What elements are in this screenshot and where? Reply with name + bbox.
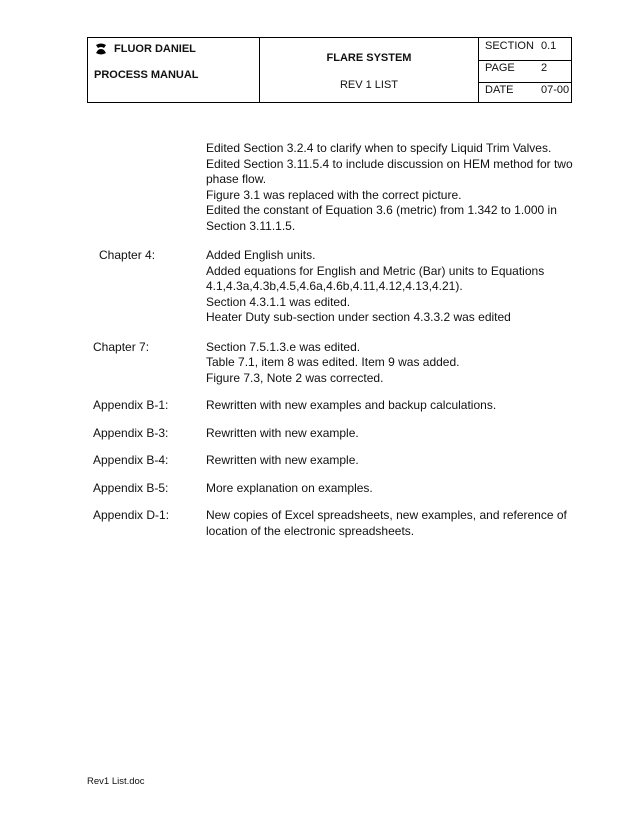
entry-line: Figure 7.3, Note 2 was corrected. <box>206 370 384 385</box>
entry-lines <box>206 248 573 326</box>
entry-label: Appendix B-4: <box>93 453 169 467</box>
meta-key: PAGE <box>485 62 515 74</box>
entry-line: Edited Section 3.2.4 to clarify when to specify Liquid Trim Valves. <box>206 141 552 155</box>
meta-section-row <box>479 38 571 61</box>
entry-line: Edited the constant of Equation 3.6 (metric) from 1.342 to 1.000 in Section 3.11.1.5. <box>206 203 557 233</box>
entry-line: Figure 3.1 was replaced with the correct picture. <box>206 187 462 202</box>
entry-label: Appendix D-1: <box>93 508 170 522</box>
entry-lines <box>206 340 459 387</box>
entry-lines <box>206 453 359 469</box>
meta-key: SECTION <box>485 40 534 52</box>
entry-lines <box>206 508 573 539</box>
footer-filename: Rev1 List.doc <box>87 776 145 787</box>
entry-lines <box>206 426 359 442</box>
header-meta-cell <box>479 38 571 102</box>
entry-line: Added equations for English and Metric (Bar) units to Equations 4.1,4.3a,4.3b,4.5,4.6a,4.6b,4.11,4.12,4.13,4.21). <box>206 263 545 293</box>
entry-line: Table 7.1, item 8 was edited. Item 9 was added. <box>206 355 460 369</box>
entry-line: Added English units. <box>206 248 316 262</box>
entry-line: Section 4.3.1.1 was edited. <box>206 294 351 309</box>
entry-label: Appendix B-3: <box>93 425 169 440</box>
entry-line: Rewritten with new example. <box>206 425 359 440</box>
meta-key: DATE <box>485 84 514 96</box>
entry-line: More explanation on examples. <box>206 480 373 495</box>
revision-entry <box>93 340 573 387</box>
entry-lines <box>206 141 573 234</box>
manual-name: PROCESS MANUAL <box>94 69 199 81</box>
entry-line: Heater Duty sub-section under section 4.3.3.2 was edited <box>206 310 511 324</box>
entry-label: Appendix B-1: <box>93 398 169 412</box>
header-company-cell <box>88 38 260 102</box>
fluor-daniel-logo-icon <box>94 42 108 56</box>
meta-value: 2 <box>541 62 548 74</box>
revision-entry <box>93 481 573 497</box>
revision-entry <box>93 453 573 469</box>
revision-entry <box>93 508 573 539</box>
entry-label: Chapter 7: <box>93 339 150 354</box>
revision-list <box>93 141 573 551</box>
entry-lines <box>206 398 496 414</box>
entry-label <box>93 141 206 234</box>
entry-label: Chapter 4: <box>99 248 156 262</box>
entry-lines <box>206 481 373 497</box>
entry-label: Appendix B-5: <box>93 480 169 495</box>
meta-page-row <box>479 60 571 83</box>
revision-entry <box>93 141 573 234</box>
meta-value: 0.1 <box>541 40 557 52</box>
entry-line: Section 7.5.1.3.e was edited. <box>206 339 361 354</box>
meta-value: 07-00 <box>541 84 570 96</box>
revision-entry <box>93 398 573 414</box>
entry-line: New copies of Excel spreadsheets, new examples, and reference of location of the electronic spreadsheets. <box>206 508 567 538</box>
entry-line: Edited Section 3.11.5.4 to include discussion on HEM method for two phase flow. <box>206 156 573 186</box>
revision-entry <box>93 248 573 326</box>
entry-line: Rewritten with new example. <box>206 453 359 467</box>
document-header <box>87 37 572 103</box>
entry-line: Rewritten with new examples and backup calculations. <box>206 398 497 412</box>
company-name-text: FLUOR DANIEL <box>114 43 196 55</box>
revision-entry <box>93 426 573 442</box>
document-title: REV 1 LIST <box>339 79 399 91</box>
company-name <box>94 42 196 56</box>
meta-date-row <box>479 82 571 104</box>
header-title-cell <box>260 38 479 102</box>
system-title: FLARE SYSTEM <box>326 52 412 64</box>
